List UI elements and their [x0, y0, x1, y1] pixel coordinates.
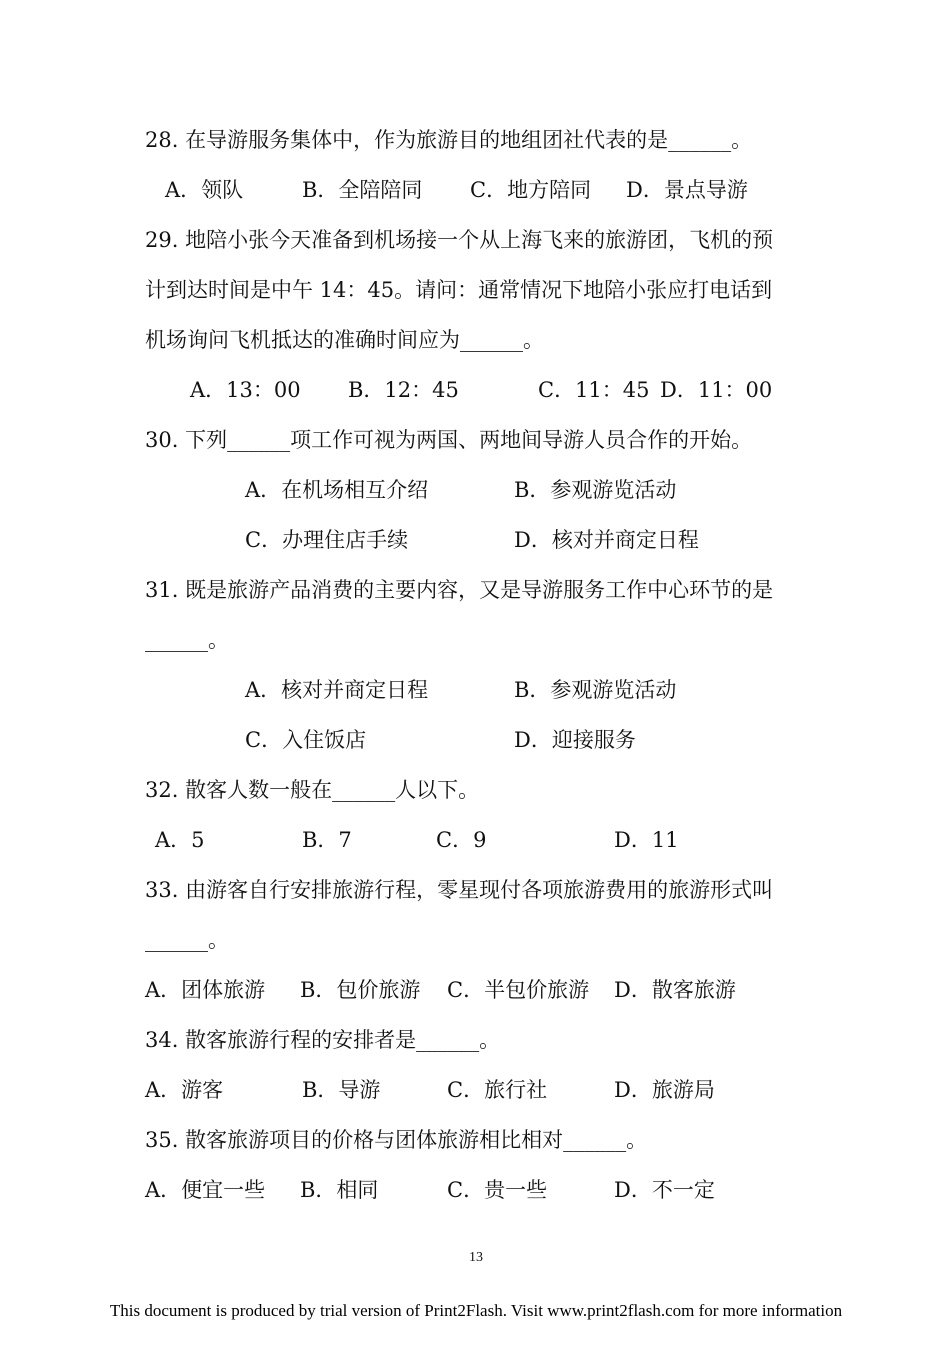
question-32-options [0, 825, 952, 855]
question-33-options [0, 975, 952, 1005]
option-b: B．全陪陪同 [302, 178, 423, 202]
option-d: D．核对并商定日程 [514, 528, 699, 552]
question-31-line-2: ______。 [145, 628, 229, 652]
option-c: C．半包价旅游 [447, 978, 590, 1002]
question-31-line-1: 31. 既是旅游产品消费的主要内容，又是导游服务工作中心环节的是 [145, 578, 774, 602]
question-29-line-2: 计到达时间是中午 14：45。请问：通常情况下地陪小张应打电话到 [145, 278, 773, 302]
option-d: D．旅游局 [614, 1078, 715, 1102]
option-d: D．迎接服务 [514, 728, 636, 752]
question-29-line-3: 机场询问飞机抵达的准确时间应为______。 [145, 328, 544, 352]
option-a: A．核对并商定日程 [245, 678, 429, 702]
option-d: D．11：00 [660, 378, 773, 402]
question-35: 35. 散客旅游项目的价格与团体旅游相比相对______。 [145, 1128, 648, 1152]
trial-version-footer: This document is produced by trial version of Print2Flash. Visit www.print2flash.com for more information [109, 1301, 843, 1320]
question-33-line-2: ______。 [145, 928, 229, 952]
question-28: 28. 在导游服务集体中，作为旅游目的地组团社代表的是______。 [145, 128, 753, 152]
question-31-options-row-1 [0, 675, 952, 705]
option-c: C．办理住店手续 [245, 528, 409, 552]
question-31-options-row-2 [0, 725, 952, 755]
question-33-line-1: 33. 由游客自行安排旅游行程，零星现付各项旅游费用的旅游形式叫 [145, 878, 774, 902]
option-a: A．13：00 [190, 378, 301, 402]
question-32: 32. 散客人数一般在______人以下。 [145, 778, 480, 802]
option-a: A．游客 [145, 1078, 224, 1102]
option-c: C．11：45 [538, 378, 650, 402]
question-35-options [0, 1175, 952, 1205]
option-a: A．在机场相互介绍 [245, 478, 429, 502]
option-c: C．旅行社 [447, 1078, 548, 1102]
option-b: B．相同 [300, 1178, 379, 1202]
option-b: B．参观游览活动 [514, 478, 677, 502]
option-d: D．不一定 [614, 1178, 715, 1202]
question-34: 34. 散客旅游行程的安排者是______。 [145, 1028, 501, 1052]
option-b: B．7 [302, 828, 352, 852]
option-c: C．9 [436, 828, 487, 852]
question-28-options [0, 175, 952, 205]
question-30-options-row-1 [0, 475, 952, 505]
option-d: D．散客旅游 [614, 978, 736, 1002]
option-d: D．11 [614, 828, 679, 852]
page-number: 13 [469, 1250, 483, 1265]
option-b: B．包价旅游 [300, 978, 421, 1002]
question-29-line-1: 29. 地陪小张今天准备到机场接一个从上海飞来的旅游团，飞机的预 [145, 228, 774, 252]
option-a: A．团体旅游 [145, 978, 266, 1002]
option-c: C．地方陪同 [470, 178, 592, 202]
option-d: D．景点导游 [626, 178, 748, 202]
question-30: 30. 下列______项工作可视为两国、两地间导游人员合作的开始。 [145, 428, 753, 452]
option-b: B．导游 [302, 1078, 381, 1102]
option-a: A．领队 [165, 178, 244, 202]
option-b: B．参观游览活动 [514, 678, 677, 702]
option-b: B．12：45 [348, 378, 459, 402]
option-a: A．5 [155, 828, 205, 852]
option-c: C．入住饭店 [245, 728, 367, 752]
question-29-options [0, 375, 952, 405]
question-34-options [0, 1075, 952, 1105]
option-a: A．便宜一些 [145, 1178, 266, 1202]
question-30-options-row-2 [0, 525, 952, 555]
option-c: C．贵一些 [447, 1178, 548, 1202]
